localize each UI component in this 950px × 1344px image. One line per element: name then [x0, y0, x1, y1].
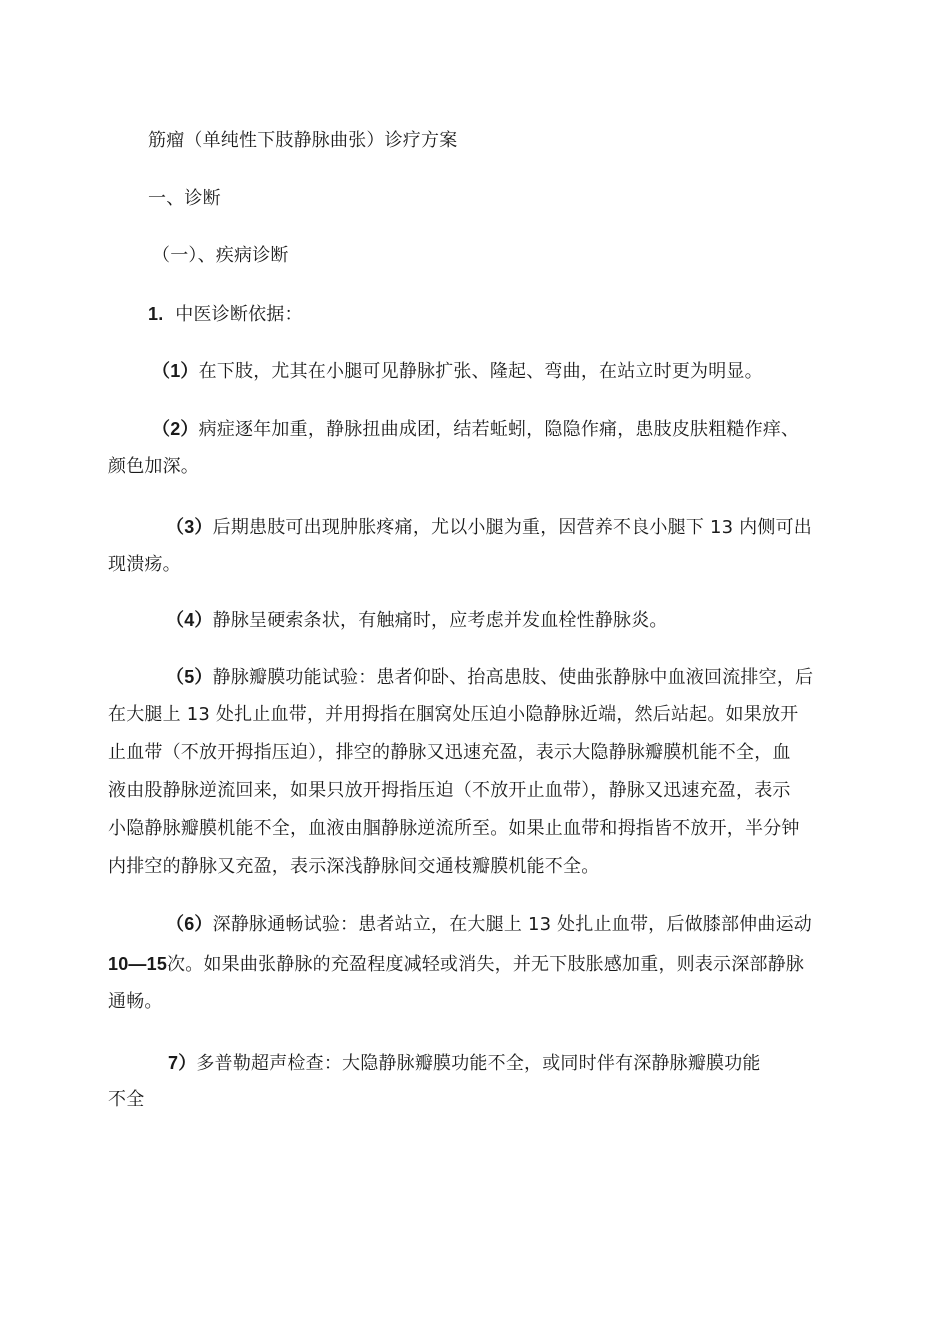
paragraph-text: 深静脉通畅试验：患者站立，在大腿上 13 处扎止血带，后做膝部伸曲运动 — [212, 914, 812, 935]
paragraph-text: 多普勒超声检查：大隐静脉瓣膜功能不全，或同时伴有深静脉瓣膜功能 — [196, 1053, 761, 1074]
list-item-number: 1. — [148, 304, 164, 324]
paragraph-text: 病症逐年加重，静脉扭曲成团，结若蚯蚓，隐隐作痛，患肢皮肤粗糙作痒、 — [198, 419, 800, 440]
paragraph-text: 静脉瓣膜功能试验：患者仰卧、抬高患肢、使曲张静脉中血液回流排空，后 — [212, 667, 814, 688]
paragraph-text: 在下肢，尤其在小腿可见静脉扩张、隆起、弯曲，在站立时更为明显。 — [198, 361, 763, 382]
subsection-heading-disease-diagnosis: （一）、疾病诊断 — [152, 245, 289, 266]
list-item-tcm-criteria — [148, 302, 303, 327]
paragraph-number: （3） — [166, 517, 213, 537]
section-heading-diagnosis: 一、诊断 — [148, 188, 221, 209]
paragraph-5 — [166, 665, 813, 690]
paragraph-7 — [168, 1051, 761, 1076]
document-title: 筋瘤（单纯性下肢静脉曲张）诊疗方案 — [148, 130, 458, 151]
paragraph-number: （6） — [166, 914, 213, 934]
paragraph-2-continuation: 颜色加深。 — [108, 456, 199, 477]
paragraph-3-continuation: 现溃疡。 — [108, 554, 181, 575]
paragraph-1 — [152, 359, 763, 384]
paragraph-number: （4） — [166, 610, 213, 630]
paragraph-2 — [152, 417, 799, 442]
paragraph-5-line-6: 内排空的静脉又充盈，表示深浅静脉间交通枝瓣膜机能不全。 — [108, 856, 600, 877]
paragraph-5-line-2: 在大腿上 13 处扎止血带，并用拇指在腘窝处压迫小隐静脉近端，然后站起。如果放开 — [108, 704, 799, 725]
paragraph-5-line-5: 小隐静脉瓣膜机能不全，血液由腘静脉逆流所至。如果止血带和拇指皆不放开，半分钟 — [108, 818, 800, 839]
paragraph-3 — [166, 515, 812, 540]
paragraph-number: （1） — [152, 361, 199, 381]
paragraph-5-line-3: 止血带（不放开拇指压迫），排空的静脉又迅速充盈，表示大隐静脉瓣膜机能不全，血 — [108, 742, 791, 763]
paragraph-number: （2） — [152, 419, 199, 439]
repetition-range: 10—15 — [108, 954, 168, 974]
paragraph-7-continuation: 不全 — [108, 1089, 145, 1110]
paragraph-6-line-3: 通畅。 — [108, 991, 163, 1012]
paragraph-4 — [166, 608, 668, 633]
list-item-text: 中医诊断依据： — [175, 304, 303, 325]
paragraph-text: 次。如果曲张静脉的充盈程度减轻或消失，并无下肢胀感加重，则表示深部静脉 — [167, 954, 805, 975]
paragraph-number: 7） — [168, 1053, 197, 1073]
paragraph-text: 后期患肢可出现肿胀疼痛，尤以小腿为重，因营养不良小腿下 13 内侧可出 — [212, 517, 812, 538]
paragraph-text: 静脉呈硬索条状，有触痛时，应考虑并发血栓性静脉炎。 — [212, 610, 668, 631]
paragraph-5-line-4: 液由股静脉逆流回来，如果只放开拇指压迫（不放开止血带），静脉又迅速充盈，表示 — [108, 780, 791, 801]
paragraph-number: （5） — [166, 667, 213, 687]
paragraph-6-line-2 — [108, 952, 804, 977]
paragraph-6 — [166, 912, 812, 937]
